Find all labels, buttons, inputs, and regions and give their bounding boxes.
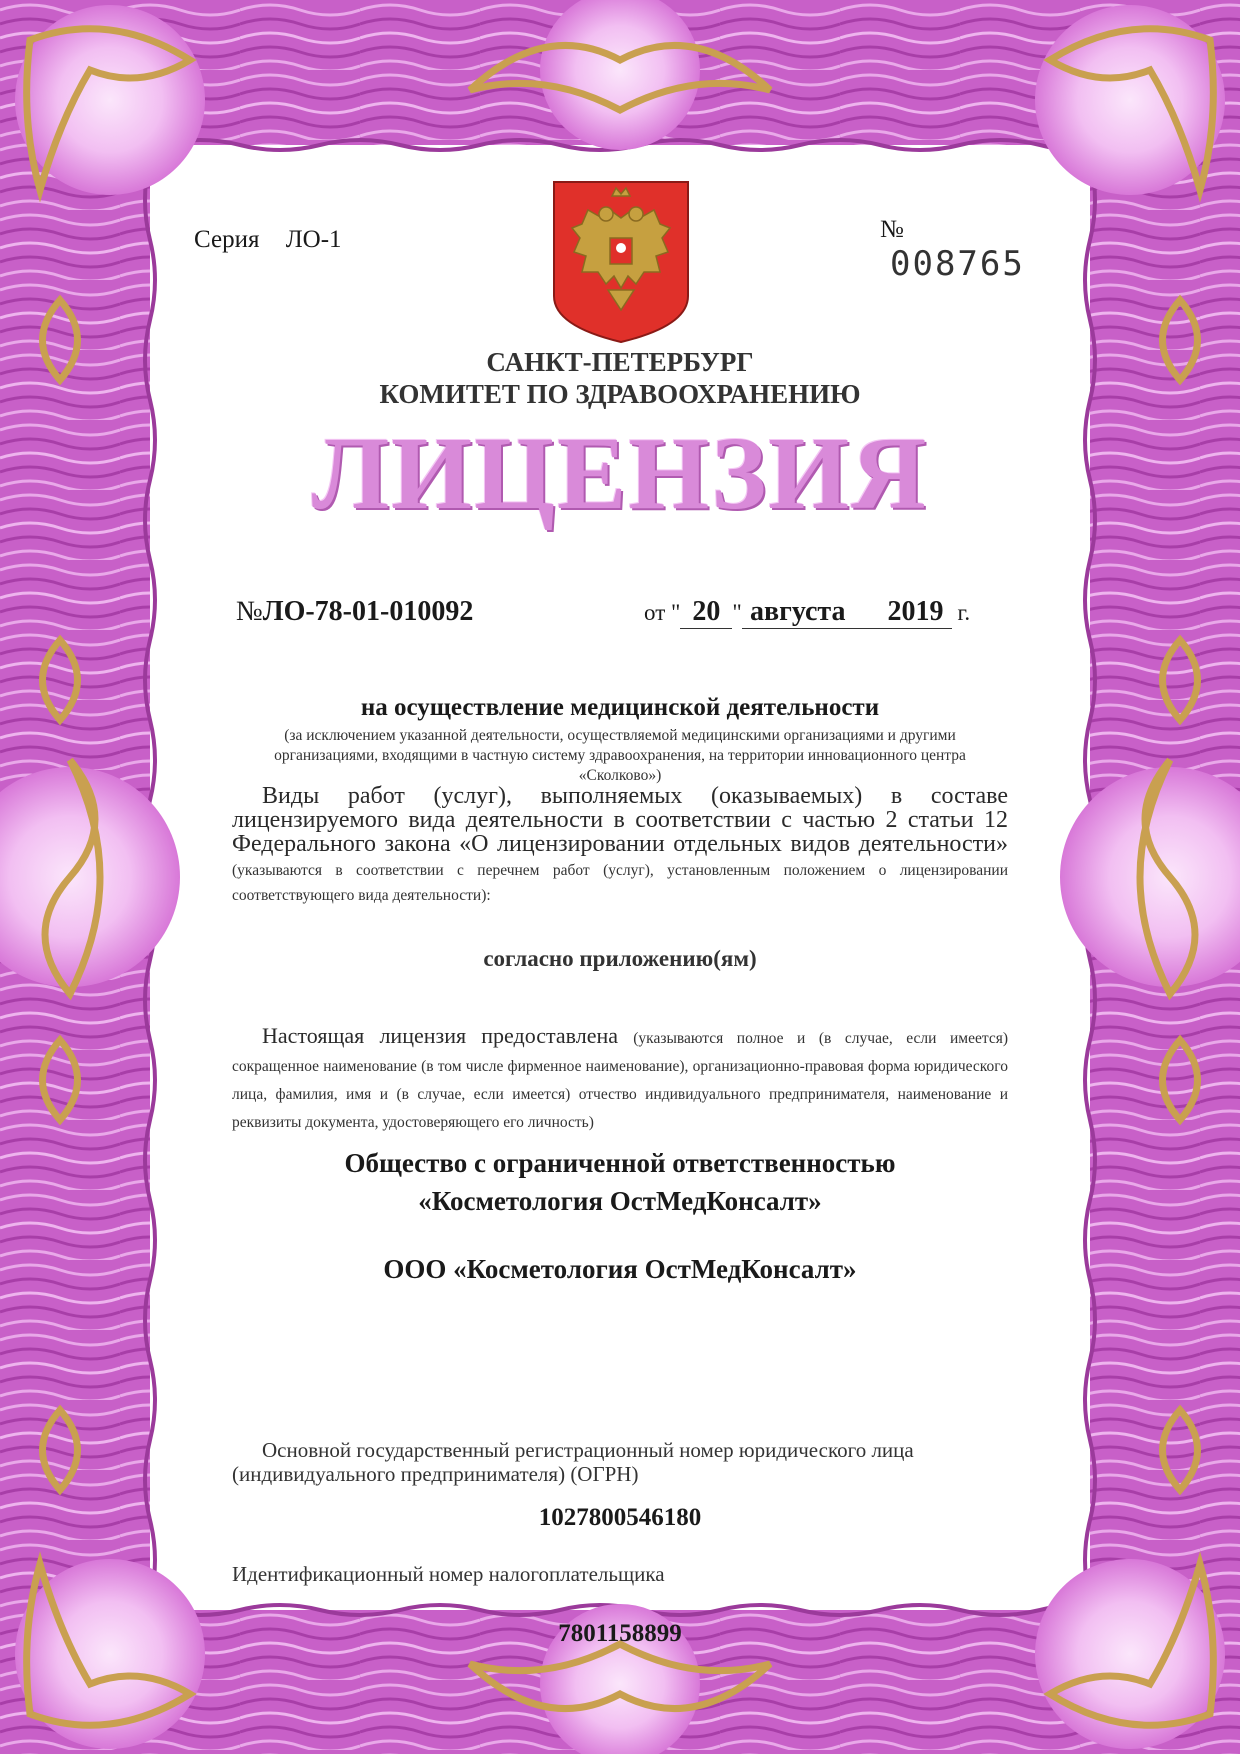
issuer-city: САНКТ-ПЕТЕРБУРГ [486,347,754,377]
date-month-year [742,596,952,629]
works-note: (указываются в соответствии с перечнем работ (услуг), установленным положением о лицензировании соответствующего вида деятельности): [232,862,1008,904]
date-day: 20 [680,596,732,629]
ogrn-label: Основной государственный регистрационный номер юридического лица (индивидуального предпринимателя) (ОГРН) [232,1438,914,1486]
coat-of-arms-icon [552,180,690,344]
organization-full-name [232,1144,1008,1220]
blank-number [880,216,1025,284]
org-full-line2: «Косметология ОстМедКонсалт» [418,1186,822,1216]
organization-short-name: ООО «Косметология ОстМедКонсалт» [383,1254,857,1284]
date-from-label: от [644,600,666,625]
document-title: ЛИЦЕНЗИЯ [311,416,929,531]
granted-main: Настоящая лицензия предоставлена [262,1023,619,1048]
date-month: августа [750,596,846,627]
date-year: 2019 [887,596,944,627]
license-number-value: ЛО-78-01-010092 [262,596,474,627]
license-number-prefix: № [236,596,263,627]
works-main: Виды работ (услуг), выполняемых (оказываемых) в составе лицензируемого вида деятельности в соответствии с частью 2 статьи 12 Федерального закона «О лицензировании отдельных видов деятельности» [232,783,1008,857]
activity-title: на осуществление медицинской деятельности [360,694,880,721]
number-value: 008765 [890,244,1025,284]
granted-note: (указываются полное и (в случае, если имеется) сокращенное наименование (в том числе фирменное наименование), организационно-правовая форма юридического лица, фамилия, имя и (в случае, если имеется) отчество индивидуального предпринимателя, наименование и реквизиты документа, удостоверяющего его личность) [232,1030,1008,1131]
license-date: от " 20 " августа 2019 г. [644,596,971,627]
series-label: Серия [194,226,260,253]
license-number [236,596,473,628]
annex-reference: согласно приложению(ям) [483,946,757,971]
issuer-committee: КОМИТЕТ ПО ЗДРАВООХРАНЕНИЮ [379,379,861,409]
works-paragraph [232,784,1008,906]
date-suffix: г. [957,600,971,625]
org-full-line1: Общество с ограниченной ответственностью [344,1148,896,1178]
license-content [194,0,1025,1754]
activity-note: (за исключением указанной деятельности, осуществляемой медицинскими организациями и другими организациями, входящими в частную систему здравоохранения, на территории инновационного центра «Сколково») [274,727,966,784]
inn-label: Идентификационный номер налогоплательщика [232,1562,665,1586]
number-label: № [880,216,904,243]
inn-value: 7801158899 [558,1620,682,1647]
series-line [194,226,362,254]
granted-paragraph [232,1022,1008,1134]
series-value: ЛО-1 [285,226,342,253]
ogrn-value: 1027800546180 [538,1504,702,1531]
